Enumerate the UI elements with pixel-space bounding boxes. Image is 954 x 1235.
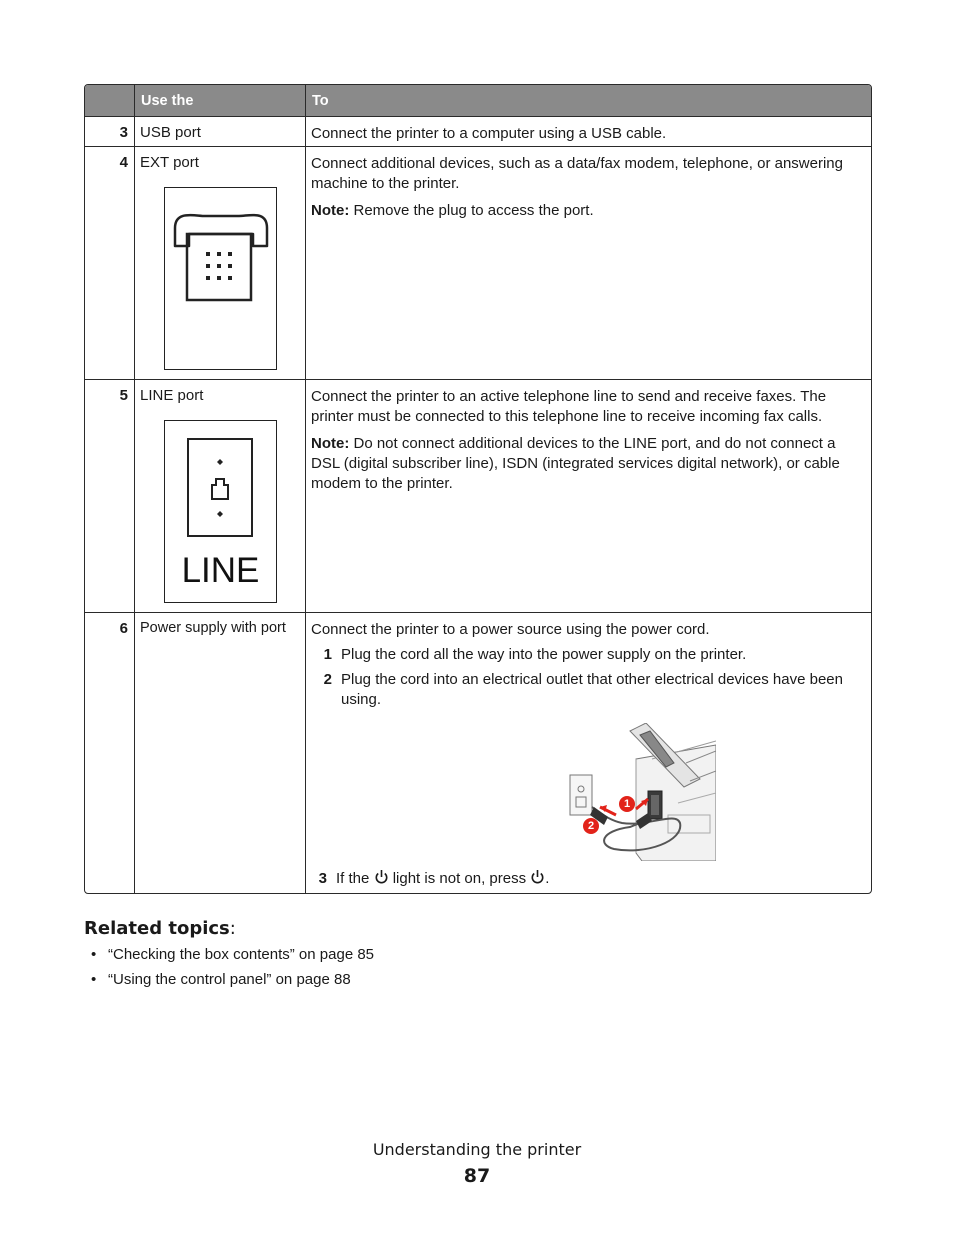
row-description-text: Connect the printer to a power source using the power cord.: [311, 621, 710, 638]
step-item: [311, 670, 865, 710]
line-label: LINE: [181, 551, 260, 590]
row-note: [311, 434, 865, 494]
power-icon: [530, 869, 545, 885]
related-topics: [84, 918, 374, 995]
related-topics-title: Related topics: [84, 918, 230, 939]
note-label: Note:: [311, 435, 350, 452]
row-description: [306, 117, 871, 146]
step-text: Plug the cord into an electrical outlet that other electrical devices have been using.: [341, 671, 843, 708]
row-number: 4: [85, 147, 135, 379]
related-topics-colon: :: [229, 918, 236, 939]
step-number: 1: [323, 646, 332, 663]
row-port-name: EXT port: [135, 147, 306, 379]
row-port-name: Power supply with port: [135, 613, 306, 893]
step-text-before: If the: [336, 870, 374, 887]
table-row: [85, 116, 871, 146]
step-text-middle: light is not on, press: [388, 870, 531, 887]
table-header: [85, 85, 871, 116]
step-text-after: .: [545, 870, 550, 887]
header-use-the: Use the: [135, 85, 306, 116]
callout-2: 2: [587, 820, 595, 832]
note-text: Remove the plug to access the port.: [349, 202, 594, 219]
page-footer: [0, 1140, 954, 1187]
related-topic-link[interactable]: • “Using the control panel” on page 88: [84, 970, 374, 990]
related-topic-link[interactable]: • “Checking the box contents” on page 85: [84, 945, 374, 965]
row-description: [306, 147, 871, 379]
line-port-icon: [164, 420, 277, 603]
ports-table: [84, 84, 872, 894]
row-number: 3: [85, 117, 135, 146]
step-item: [311, 645, 865, 665]
step-number: 2: [323, 671, 332, 688]
header-to: To: [312, 93, 329, 109]
power-icon: [374, 869, 389, 885]
step-number: 3: [318, 870, 327, 887]
power-cord-illustration: [490, 723, 716, 861]
footer-section-title: Understanding the printer: [372, 1140, 582, 1159]
row-description: [306, 380, 871, 612]
row-description-text: Connect additional devices, such as a data/fax modem, telephone, or answering machine to the printer.: [311, 155, 843, 192]
header-num: [85, 85, 135, 116]
page-number: 87: [463, 1165, 491, 1187]
table-row: [85, 379, 871, 612]
related-topics-list: [84, 945, 374, 990]
row-description-text: Connect the printer to an active telephone line to send and receive faxes. The printer must be connected to this telephone line to receive incoming fax calls.: [311, 388, 827, 425]
related-topics-heading: [84, 918, 374, 939]
step-item: [306, 869, 549, 889]
step-text: [336, 869, 549, 889]
note-text: Do not connect additional devices to the LINE port, and do not connect a DSL (digital subscriber line), ISDN (integrated services digital network), or cable modem to the printer.: [311, 435, 840, 492]
table-row: [85, 146, 871, 379]
row-description-text: Connect the printer to a computer using a USB cable.: [311, 125, 667, 142]
callout-1: 1: [623, 798, 631, 810]
row-port-name: USB port: [135, 117, 306, 146]
row-port-name: LINE port: [135, 380, 306, 612]
row-number: 6: [85, 613, 135, 893]
table-row: [85, 612, 871, 893]
note-label: Note:: [311, 202, 350, 219]
row-note: [311, 201, 865, 221]
row-number: 5: [85, 380, 135, 612]
ext-port-icon: [164, 187, 277, 370]
step-text: Plug the cord all the way into the power supply on the printer.: [341, 646, 747, 663]
